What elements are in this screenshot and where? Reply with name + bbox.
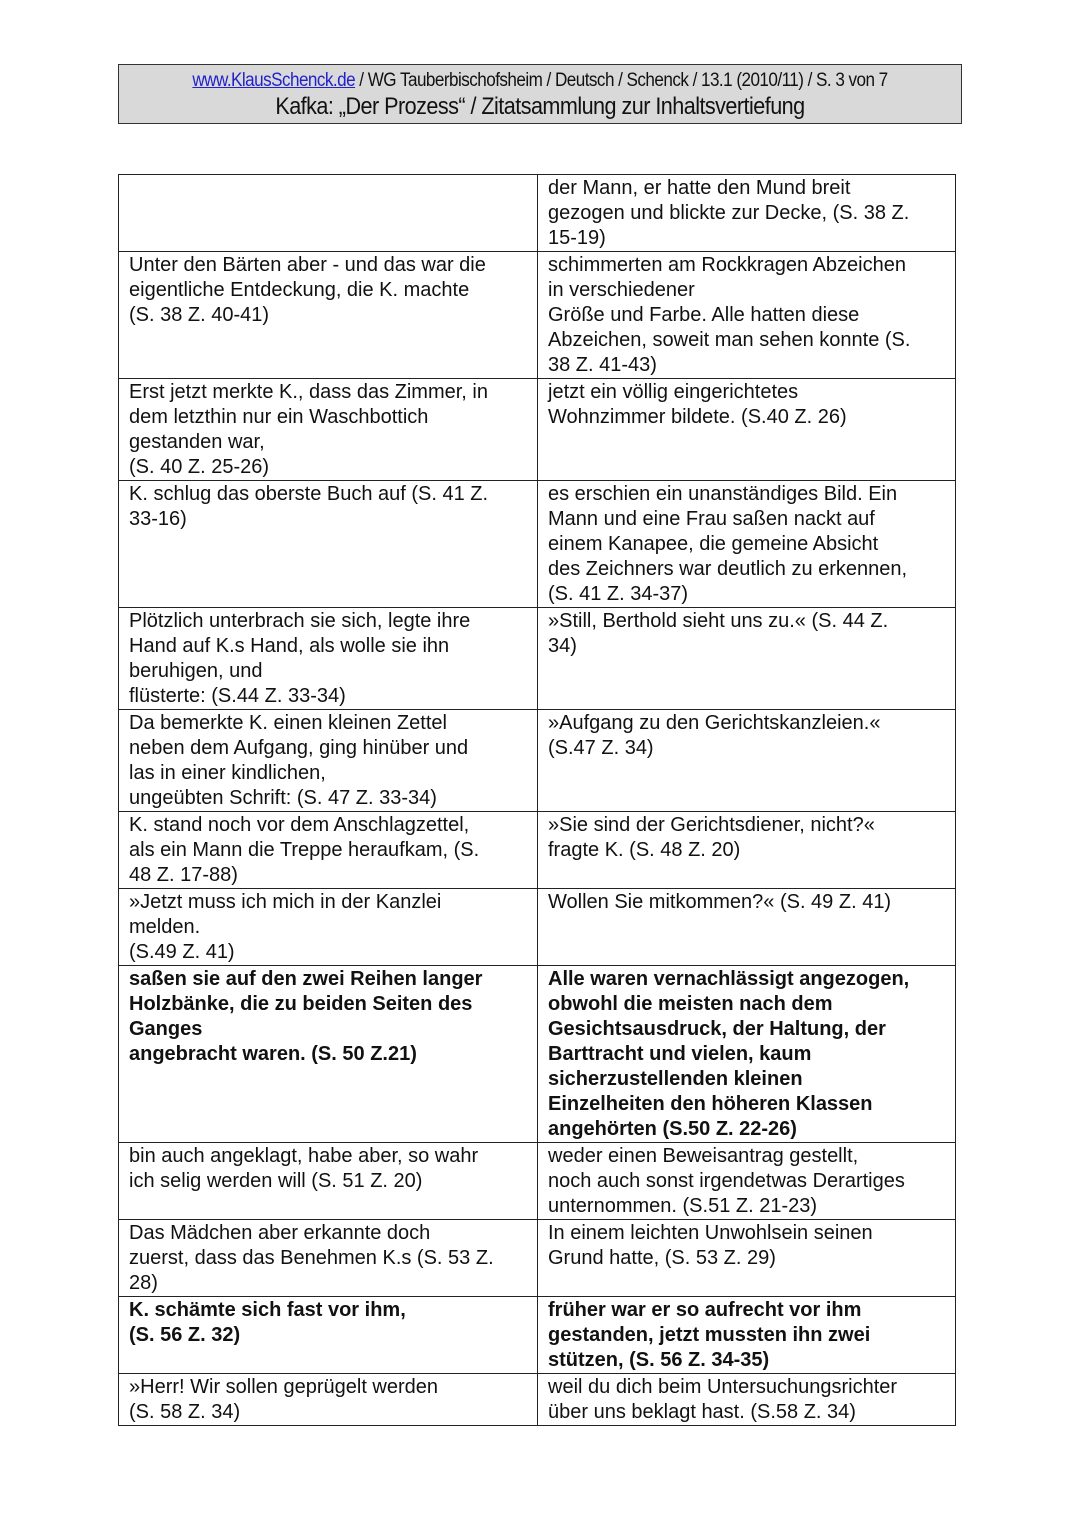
quote-cell-left: K. schämte sich fast vor ihm, (S. 56 Z. 32) (119, 1297, 538, 1374)
table-row (119, 1143, 956, 1220)
quote-cell-left: saßen sie auf den zwei Reihen langer Holzbänke, die zu beiden Seiten des Ganges angebracht waren. (S. 50 Z.21) (119, 966, 538, 1143)
quote-cell-right: »Sie sind der Gerichtsdiener, nicht?« fragte K. (S. 48 Z. 20) (538, 812, 956, 889)
quote-cell-right: »Aufgang zu den Gerichtskanzleien.« (S.47 Z. 34) (538, 710, 956, 812)
quote-cell-right: jetzt ein völlig eingerichtetes Wohnzimmer bildete. (S.40 Z. 26) (538, 379, 956, 481)
table-row (119, 966, 956, 1143)
quote-cell-left: Erst jetzt merkte K., dass das Zimmer, in dem letzthin nur ein Waschbottich gestanden war, (S. 40 Z. 25-26) (119, 379, 538, 481)
table-row (119, 710, 956, 812)
table-row (119, 481, 956, 608)
website-link[interactable]: www.KlausSchenck.de (192, 70, 356, 91)
quote-cell-right: In einem leichten Unwohlsein seinen Grund hatte, (S. 53 Z. 29) (538, 1220, 956, 1297)
quote-cell-right: weil du dich beim Untersuchungsrichter über uns beklagt hast. (S.58 Z. 34) (538, 1374, 956, 1426)
quote-cell-right: früher war er so aufrecht vor ihm gestanden, jetzt mussten ihn zwei stützen, (S. 56 Z. 34-35) (538, 1297, 956, 1374)
quote-cell-left: K. schlug das oberste Buch auf (S. 41 Z. 33-16) (119, 481, 538, 608)
quote-cell-left (119, 175, 538, 252)
table-row (119, 1374, 956, 1426)
quote-cell-left: »Jetzt muss ich mich in der Kanzlei melden. (S.49 Z. 41) (119, 889, 538, 966)
quote-cell-left: K. stand noch vor dem Anschlagzettel, als ein Mann die Treppe heraufkam, (S. 48 Z. 17-88) (119, 812, 538, 889)
quote-table (118, 174, 956, 1426)
quote-cell-left: bin auch angeklagt, habe aber, so wahr ich selig werden will (S. 51 Z. 20) (119, 1143, 538, 1220)
quote-cell-right: Alle waren vernachlässigt angezogen, obwohl die meisten nach dem Gesichtsausdruck, der Haltung, der Barttracht und vielen, kaum sicherzustellenden kleinen Einzelheiten den höheren Klassen angehörten (S.50 Z. 22-26) (538, 966, 956, 1143)
quote-cell-left: »Herr! Wir sollen geprügelt werden (S. 58 Z. 34) (119, 1374, 538, 1426)
table-row (119, 608, 956, 710)
header-meta: / WG Tauberbischofsheim / Deutsch / Schenck / 13.1 (2010/11) / S. 3 von 7 (355, 70, 888, 91)
quote-cell-left: Unter den Bärten aber - und das war die eigentliche Entdeckung, die K. machte (S. 38 Z. 40-41) (119, 252, 538, 379)
quote-cell-right: weder einen Beweisantrag gestellt, noch auch sonst irgendetwas Derartiges unternommen. (S.51 Z. 21-23) (538, 1143, 956, 1220)
table-row (119, 1297, 956, 1374)
table-row (119, 889, 956, 966)
quote-cell-right: der Mann, er hatte den Mund breit gezogen und blickte zur Decke, (S. 38 Z. 15-19) (538, 175, 956, 252)
table-row (119, 1220, 956, 1297)
table-row (119, 175, 956, 252)
quote-cell-left: Da bemerkte K. einen kleinen Zettel neben dem Aufgang, ging hinüber und las in einer kindlichen, ungeübten Schrift: (S. 47 Z. 33-34) (119, 710, 538, 812)
quote-cell-right: es erschien ein unanständiges Bild. Ein Mann und eine Frau saßen nackt auf einem Kanapee, die gemeine Absicht des Zeichners war deutlich zu erkennen, (S. 41 Z. 34-37) (538, 481, 956, 608)
quote-cell-left: Das Mädchen aber erkannte doch zuerst, dass das Benehmen K.s (S. 53 Z. 28) (119, 1220, 538, 1297)
table-row (119, 252, 956, 379)
document-title: Kafka: „Der Prozess“ / Zitatsammlung zur Inhaltsvertiefung (275, 93, 805, 120)
quote-cell-left: Plötzlich unterbrach sie sich, legte ihre Hand auf K.s Hand, als wolle sie ihn beruhigen, und flüsterte: (S.44 Z. 33-34) (119, 608, 538, 710)
quote-cell-right: schimmerten am Rockkragen Abzeichen in verschiedener Größe und Farbe. Alle hatten diese Abzeichen, soweit man sehen konnte (S. 38 Z. 41-43) (538, 252, 956, 379)
quote-cell-right: Wollen Sie mitkommen?« (S. 49 Z. 41) (538, 889, 956, 966)
header-meta-line (161, 70, 919, 92)
table-row (119, 379, 956, 481)
page-header (118, 64, 962, 124)
table-row (119, 812, 956, 889)
quote-cell-right: »Still, Berthold sieht uns zu.« (S. 44 Z. 34) (538, 608, 956, 710)
